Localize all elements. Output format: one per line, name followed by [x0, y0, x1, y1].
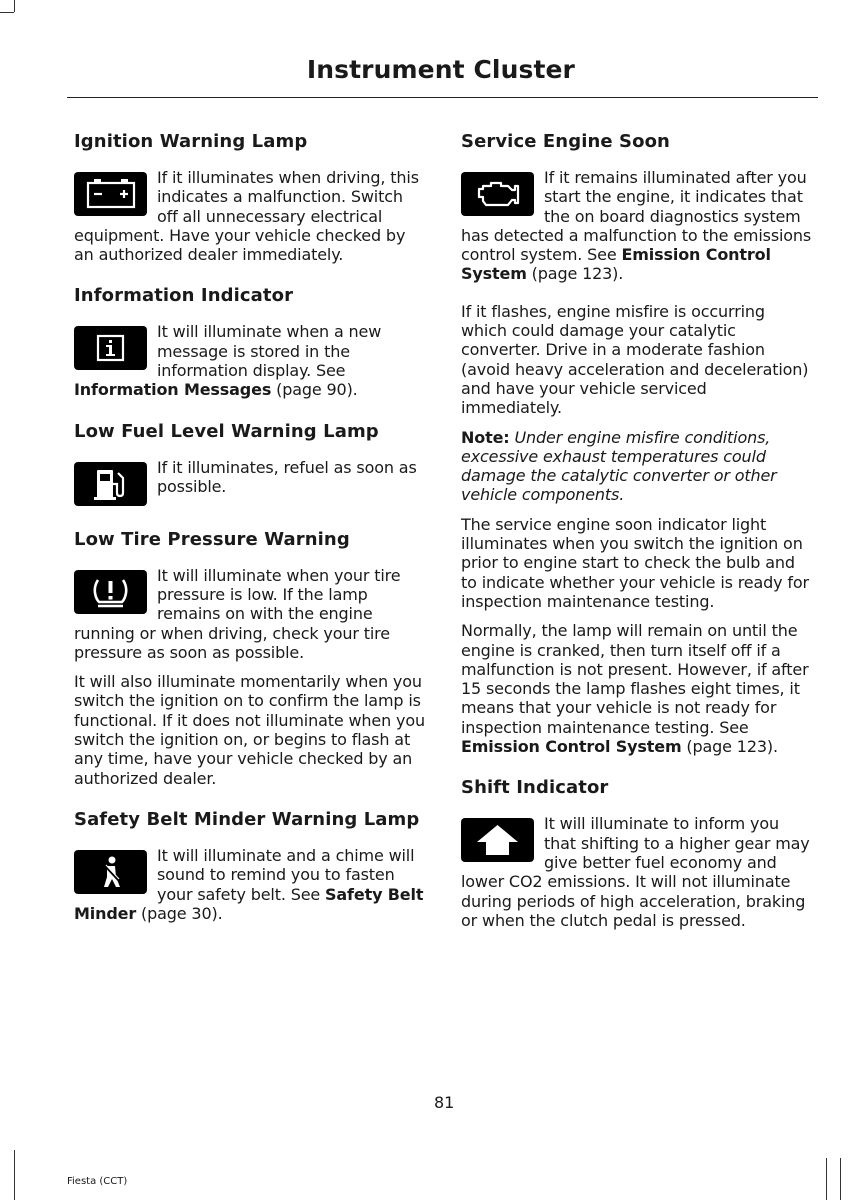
service-engine-text-4: [461, 621, 812, 756]
tire-pressure-icon: [74, 570, 147, 614]
shift-up-arrow-icon: [461, 818, 534, 862]
service-engine-section: [461, 130, 812, 756]
footer-label: Fiesta (CCT): [67, 1176, 128, 1187]
section-heading: Service Engine Soon: [461, 131, 670, 152]
shift-indicator-section: [461, 776, 812, 930]
service-engine-text-3: The service engine soon indicator light illuminates when you switch the ignition on prior to engine start to check the bulb and to indicate whether your vehicle is ready for inspection maintenance testing.: [461, 514, 809, 611]
safety-belt-section: [74, 808, 425, 923]
information-text-start: It will illuminate when a new message is stored in the information display. See: [157, 322, 382, 381]
service-engine-text-4-start: Normally, the lamp will remain on until the engine is cranked, then turn itself off if a malfunction is not present. However, if after 15 seconds the lamp flashes eight times, it means that your vehicle is not ready for inspection maintenance testing. See: [461, 621, 809, 737]
page-title: Instrument Cluster: [306, 55, 575, 84]
tire-pressure-text: It will illuminate when your tire pressure is low. If the lamp remains on with the engine running or when driving, check your tire pressure as soon as possible.: [74, 565, 401, 662]
ignition-text: If it illuminates when driving, this indicates a malfunction. Switch off all unnecessary electrical equipment. Have your vehicle checked by an authorized dealer immediately.: [74, 168, 419, 265]
page-number: 81: [434, 1093, 455, 1112]
low-fuel-section: [74, 420, 425, 508]
low-fuel-text: If it illuminates, refuel as soon as possible.: [157, 457, 417, 496]
information-indicator-section: [74, 284, 425, 399]
crop-mark: [14, 0, 15, 12]
safety-belt-minder-reference[interactable]: Safety Belt Minder: [74, 884, 424, 923]
service-engine-text-2: If it flashes, engine misfire is occurring which could damage your catalytic converter. Drive in a moderate fashion (avoid heavy acceleration and deceleration) and have your vehicle serviced immediately.: [461, 301, 809, 418]
right-column: [461, 130, 812, 950]
shift-indicator-text: It will illuminate to inform you that shifting to a higher gear may give better fuel economy and lower CO2 emissions. It will not illuminate during periods of high acceleration, braking or when the clutch pedal is pressed.: [461, 814, 810, 930]
section-heading: Ignition Warning Lamp: [74, 131, 308, 152]
section-heading: Shift Indicator: [461, 777, 609, 799]
crop-mark: [840, 1158, 841, 1200]
tire-pressure-text-2: It will also illuminate momentarily when you switch the ignition on to confirm the lamp is functional. If it does not illuminate when you switch the ignition on, or begins to flash at any time, have your vehicle checked by an authorized dealer.: [74, 672, 425, 788]
crop-mark: [0, 12, 14, 13]
engine-icon: [461, 172, 534, 216]
section-heading: Information Indicator: [74, 285, 294, 307]
seatbelt-icon: [74, 850, 147, 894]
section-heading: Low Fuel Level Warning Lamp: [74, 420, 379, 442]
emission-control-reference-2[interactable]: Emission Control System: [461, 737, 682, 757]
crop-mark: [826, 1158, 827, 1200]
left-column: [74, 130, 425, 943]
note-label: Note:: [461, 427, 510, 447]
battery-icon: [74, 172, 147, 216]
crop-mark: [14, 1150, 15, 1200]
section-heading: Safety Belt Minder Warning Lamp: [74, 808, 420, 830]
info-icon: [74, 326, 147, 370]
safety-belt-text-start: It will illuminate and a chime will sound to remind you to fasten your safety belt. See: [157, 845, 415, 904]
service-engine-text-start: If it remains illuminated after you start the engine, it indicates that the on board diagnostics system has detected a malfunction to the emissions control system. See: [461, 168, 812, 265]
tire-pressure-section: [74, 528, 425, 788]
fuel-pump-icon: [74, 462, 147, 506]
ignition-warning-section: [74, 130, 425, 264]
note-text: Under engine misfire conditions, excessive exhaust temperatures could damage the catalytic converter or other vehicle components.: [461, 427, 777, 505]
title-divider: [67, 97, 818, 98]
information-messages-reference[interactable]: Information Messages: [74, 380, 272, 400]
emission-control-reference[interactable]: Emission Control System: [461, 245, 771, 284]
section-heading: Low Tire Pressure Warning: [74, 528, 350, 550]
information-text-end: (page 90).: [271, 380, 358, 400]
safety-belt-text-end: (page 30).: [136, 903, 223, 923]
note: [461, 428, 812, 505]
service-engine-text-4-end: (page 123).: [681, 737, 778, 757]
service-engine-text-end: (page 123).: [526, 264, 624, 284]
